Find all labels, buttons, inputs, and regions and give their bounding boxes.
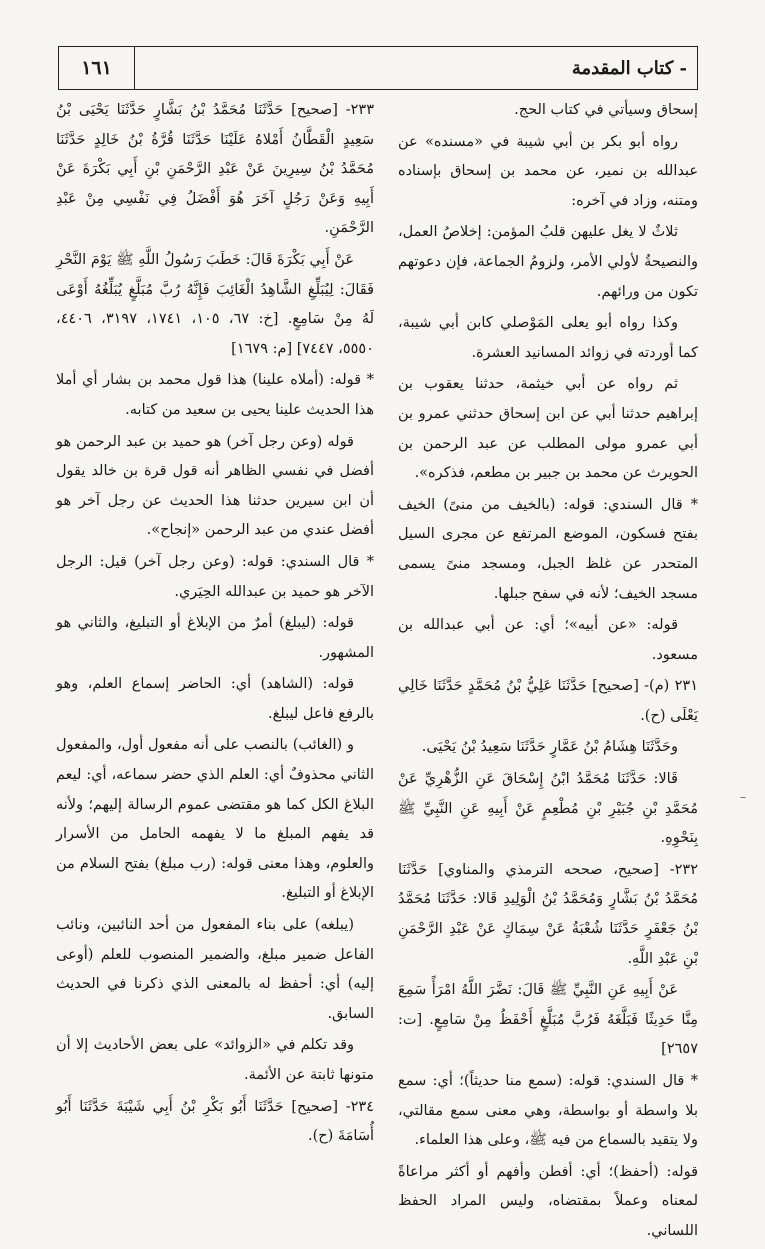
hadith-233: ٢٣٣- [صحيح] حَدَّثَنَا مُحَمَّدُ بْنُ بَشَّارٍ حَدَّثَنَا يَحْيَى بْنُ سَعِيدٍ الْقَطَّانُ أَمْلاهُ عَلَيْنَا حَدَّثَنَا قُرَّةُ بْنُ خَالِدٍ حَدَّثَنَا مُحَمَّدُ بْنُ سِيرِينَ عَنْ عَبْدِ الرَّحْمَنِ بْنِ أَبِي بَكْرَةَ عَنْ أَبِيهِ وَعَنْ رَجُلٍ آخَرَ هُوَ أَفْضَلُ فِي نَفْسِي مِنْ عَبْدِ الرَّحْمَنِ. [56,102,374,237]
paragraph: عَنْ أَبِيهِ عَنِ النَّبِيِّ ﷺ قَالَ: نَضَّرَ اللَّهُ امْرَأً سَمِعَ مِنَّا حَدِيثًا فَبَلَّغَهُ فَرُبَّ مُبَلَّغٍ أَحْفَظُ مِنْ سَامِعٍ. [ت: ٢٦٥٧] [398,982,698,1058]
paragraph: قوله: (أحفظ)؛ أي: أفطن وأفهم أو أكثر مراعاةً لمعناه وعملاً بمقتضاه، وليس المراد الحفظ اللساني. [398,1163,698,1239]
running-title: - كتاب المقدمة [571,57,687,79]
paragraph: عَنْ أَبِي بَكْرَةَ قَالَ: خَطَبَ رَسُولُ اللَّهِ ﷺ يَوْمَ النَّحْرِ فَقَالَ: لِيُبَلِّغِ الشَّاهِدُ الْغَائِبَ فَإِنَّهُ رُبَّ مُبَلَّغٍ يُبَلِّغُهُ أَوْعَى لَهُ مِنْ سَامِعٍ. [خ: ٦٧، ١٠٥، ١٧٤١، ٣١٩٧، ٤٤٠٦، ٥٥٥٠، ٧٤٤٧] [م: ١٦٧٩] [56,251,375,357]
commentary-paragraph: * قال السندي: قوله: (سمع منا حديثاً)؛ أي: سمع بلا واسطة أو بواسطة، وهي معنى سمع مقالتي، ولا يتقيد بالسماع من فيه ﷺ، وعلى هذا العلماء. [398,1073,698,1149]
margin-mark: – [740,790,746,804]
page-header [58,46,698,90]
paragraph: قوله: «عن أبيه»؛ أي: عن أبي عبدالله بن مسعود. [398,617,698,663]
left-column [56,96,374,1154]
paragraph: إسحاق وسيأتي في كتاب الحج. [514,102,698,118]
commentary-paragraph: * قوله: (أملاه علينا) هذا قول محمد بن بشار أي أملا هذا الحديث علينا يحيى بن سعيد من كتابه. [56,372,374,418]
commentary-paragraph: * قال السندي: قوله: (بالخيف من منىً) الخيف بفتح فسكون، الموضع المرتفع عن مجرى السيل المتحدر عن غلظ الجبل، ومسجد منىً يسمى مسجد الخيف؛ لأنه في سفح جبلها. [398,496,698,602]
paragraph: قوله: (الشاهد) أي: الحاضر إسماع العلم، وهو بالرفع فاعل ليبلغ. [56,676,374,722]
paragraph: رواه أبو بكر بن أبي شيبة في «مسنده» عن عبدالله بن نمير، عن محمد بن إسحاق بإسناده ومتنه، وزاد في آخره: [398,133,698,209]
page-number: ١٦١ [59,47,135,89]
paragraph: ثم رواه عن أبي خيثمة، حدثنا يعقوب بن إبراهيم حدثنا أبي عن ابن إسحاق حدثني عمرو بن أبي عمرو مولى المطلب عن عبد الرحمن بن الحويرث عن محمد بن جبير بن مطعم، فذكره». [398,376,698,482]
hadith-231: ٢٣١ (م)- [صحيح] حَدَّثَنَا عَلِيُّ بْنُ مُحَمَّدٍ حَدَّثَنَا خَالِي يَعْلَى (ح). [398,678,698,724]
commentary-paragraph: * قال السندي: قوله: (وعن رجل آخر) قيل: الرجل الآخر هو حميد بن عبدالله الحِيَري. [56,553,374,600]
right-column [398,96,698,1249]
paragraph: قَالا: حَدَّثَنَا مُحَمَّدُ ابْنُ إِسْحَاقَ عَنِ الزُّهْرِيِّ عَنْ مُحَمَّدِ بْنِ جُبَيْرِ بْنِ مُطْعِمٍ عَنْ أَبِيهِ عَنِ النَّبِيِّ ﷺ بِنَحْوِهِ. [398,771,698,847]
paragraph: و (الغائب) بالنصب على أنه مفعول أول، والمفعول الثاني محذوفٌ أي: العلم الذي حضر سماعه، أي: ليعم البلاغ الكل كما هو مقتضى عموم الرسالة إليهم؛ ولأنه قد يفهم المبلغ ما لا يفهمه الحامل من الأسرار والعلوم، وهذا معنى قوله: (رب مبلغ) بفتح السلام من الإبلاغ أو التبليغ. [56,737,374,902]
hadith-234: ٢٣٤- [صحيح] حَدَّثَنَا أَبُو بَكْرِ بْنُ أَبِي شَيْبَةَ حَدَّثَنَا أَبُو أُسَامَةَ (ح). [56,1098,374,1145]
hadith-232: ٢٣٢- [صحيح، صححه الترمذي والمناوي] حَدَّثَنَا مُحَمَّدُ بْنُ بَشَّارٍ وَمُحَمَّدُ بْنُ الْوَلِيدِ قَالا: حَدَّثَنَا مُحَمَّدُ بْنُ جَعْفَرٍ حَدَّثَنَا شُعْبَةُ عَنْ سِمَاكٍ عَنْ عَبْدِ الرَّحْمَنِ بْنِ عَبْدِ اللَّهِ. [398,861,698,967]
paragraph: وقد تكلم في «الزوائد» على بعض الأحاديث إلا أن متونها ثابتة عن الأئمة. [56,1037,374,1083]
paragraph: وحَدَّثَنَا هِشَامُ بْنُ عَمَّارٍ حَدَّثَنَا سَعِيدُ بْنُ يَحْيَى. [421,739,678,756]
paragraph: (يبلغه) على بناء المفعول من أحد النائبين، ونائب الفاعل ضمير مبلغ، والضمير المنصوب للعلم (أوعى إليه) أي: أحفظ له بالمعنى الذي ذكرنا في الحديث السابق. [56,917,374,1022]
paragraph: ثلاثٌ لا يغل عليهن قلبُ المؤمن: إخلاصُ العمل، والنصيحةُ لأولي الأمر، ولزومُ الجماعة، فإن دعوتهم تكون من ورائهم. [398,224,698,300]
paragraph: قوله (وعن رجل آخر) هو حميد بن عبد الرحمن هو أفضل في نفسي الظاهر أنه قول قرة بن خالد يقول أن ابن سيرين حدثنا هذا الحديث عن رجل آخر هو أفضل عندي من عبد الرحمن «إنجاح». [56,433,374,539]
paragraph: قوله: (ليبلغ) أمرٌ من الإبلاغ أو التبليغ، والثاني هو المشهور. [56,615,374,661]
paragraph: وكذا رواه أبو يعلى المَوْصلي كابن أبي شيبة، كما أوردته في زوائد المسانيد العشرة. [398,315,698,361]
